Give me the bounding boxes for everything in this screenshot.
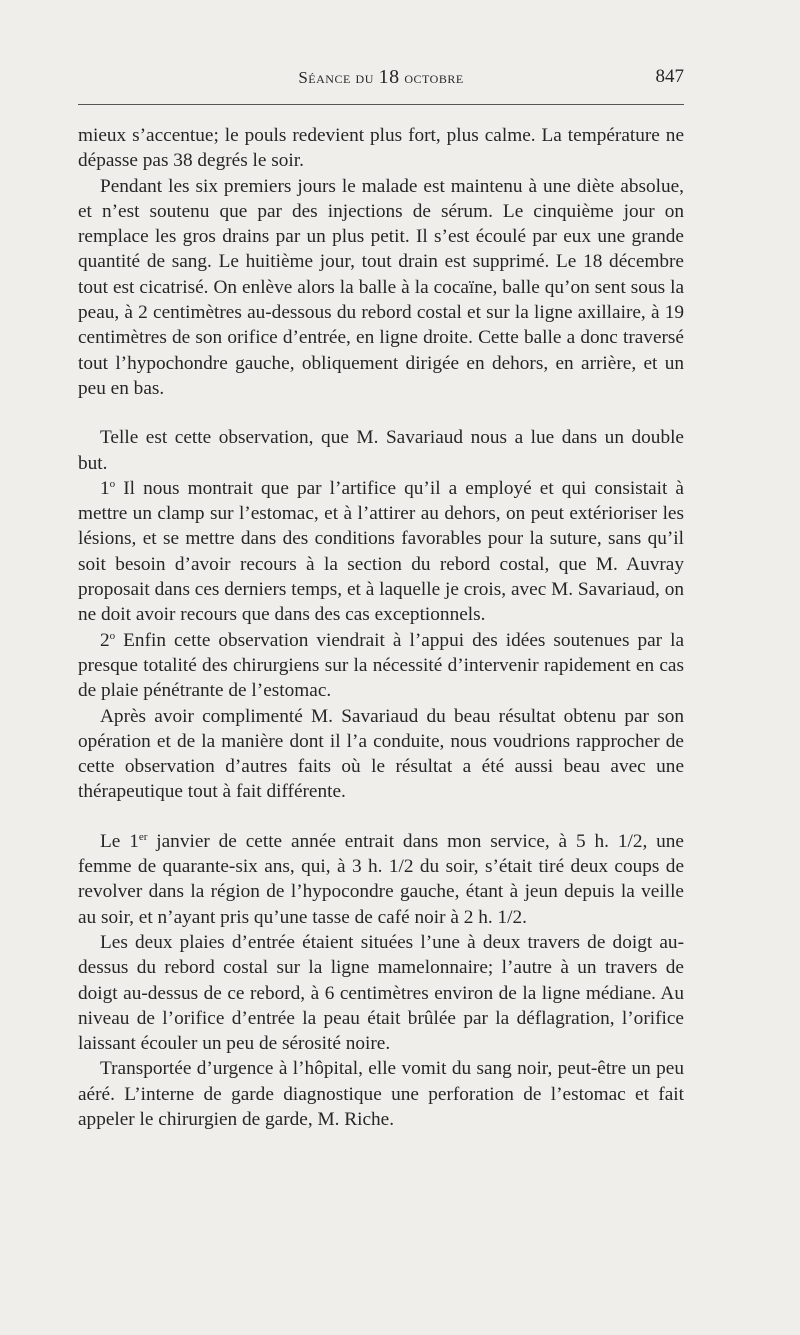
- running-title-month: octobre: [404, 68, 464, 87]
- running-title-day: 18: [378, 66, 400, 88]
- page-header: [78, 64, 684, 94]
- case-date-prefix: Le 1: [100, 830, 139, 852]
- running-title: [78, 64, 684, 91]
- point-two-number: 2: [100, 629, 110, 651]
- paragraph-compliment: Après avoir complimenté M. Savariaud du beau résultat obtenu par son opération et de la manière dont il l’a conduite, nous voudrions rapprocher de cette observation d’autres faits où le résultat a été aussi beau avec une thérapeutique tout à fait différente.: [78, 705, 684, 803]
- point-one-number: 1: [100, 477, 110, 499]
- paragraph-point-two: [78, 628, 684, 704]
- paragraph-observation-purpose: Telle est cette observation, que M. Savariaud nous a lue dans un double but.: [78, 427, 684, 474]
- paragraph-treatment: Pendant les six premiers jours le malade est maintenu à une diète absolue, et n’est soutenu que par des injections de sérum. Le cinquième jour on remplace les gros drains par un plus petit. Il s’est écoulé par eux une grande quantité de sang. Le huitième jour, tout drain est supprimé. Le 18 décembre tout est cicatrisé. On enlève alors la balle à la cocaïne, balle qu’on sent sous la peau, à 2 centimètres au-dessous du rebord costal et sur la ligne axillaire, à 19 centimètres de son orifice d’entrée, en ligne droite. Cette balle a donc traversé tout l’hypochondre gauche, obliquement dirigée en dehors, en arrière, et un peu en bas.: [78, 175, 684, 399]
- running-title-prefix: Séance du: [298, 68, 374, 87]
- paragraph-wounds: Les deux plaies d’entrée étaient situées l’une à deux travers de doigt au-dessus du rebord costal sur la ligne mamelonnaire; l’autre à un travers de doigt au-dessus de ce rebord, à 6 centimètres environ de la ligne médiane. Au niveau de l’orifice d’entrée la peau était brûlée par la déflagration, l’orifice laissant écouler un peu de sérosité noire.: [78, 931, 684, 1055]
- paragraph-point-one: [78, 476, 684, 628]
- paragraph-transport: Transportée d’urgence à l’hôpital, elle vomit du sang noir, peut-être un peu aéré. L’interne de garde diagnostique une perforation de l’estomac et fait appeler le chirurgien de garde, M. Riche.: [78, 1058, 684, 1130]
- header-divider: [78, 104, 684, 105]
- paragraph-continuation: mieux s’accentue; le pouls redevient plus fort, plus calme. La température ne dépasse pas 38 degrés le soir.: [78, 125, 684, 172]
- point-one-text: Il nous montrait que par l’artifice qu’il a employé et qui consistait à mettre un clamp sur l’estomac, et à l’attirer au dehors, on peut extérioriser les lésions, et se mettre dans des conditions favorables pour la suture, sans qu’il soit besoin d’avoir recours à la section du rebord costal, que M. Auvray proposait dans ces derniers temps, et à laquelle je crois, avec M. Savariaud, on ne doit avoir recours que dans des cas exceptionnels.: [78, 477, 684, 626]
- paragraph-case-intro: [78, 829, 684, 930]
- case-intro-text: janvier de cette année entrait dans mon service, à 5 h. 1/2, une femme de quarante-six ans, qui, à 3 h. 1/2 du soir, s’était tiré deux coups de revolver dans la région de l’hypocondre gauche, étant à jeun depuis la veille au soir, et n’ayant pris qu’une tasse de café noir à 2 h. 1/2.: [78, 830, 684, 928]
- point-two-text: Enfin cette observation viendrait à l’appui des idées soutenues par la presque totalité des chirurgiens sur la nécessité d’intervenir rapidement en cas de plaie pénétrante de l’estomac.: [78, 629, 684, 702]
- page-number: 847: [655, 66, 684, 87]
- point-one-ordinal: o: [109, 477, 116, 490]
- body-text: [78, 123, 684, 1132]
- point-two-ordinal: o: [109, 629, 116, 642]
- case-date-ordinal: er: [138, 830, 148, 843]
